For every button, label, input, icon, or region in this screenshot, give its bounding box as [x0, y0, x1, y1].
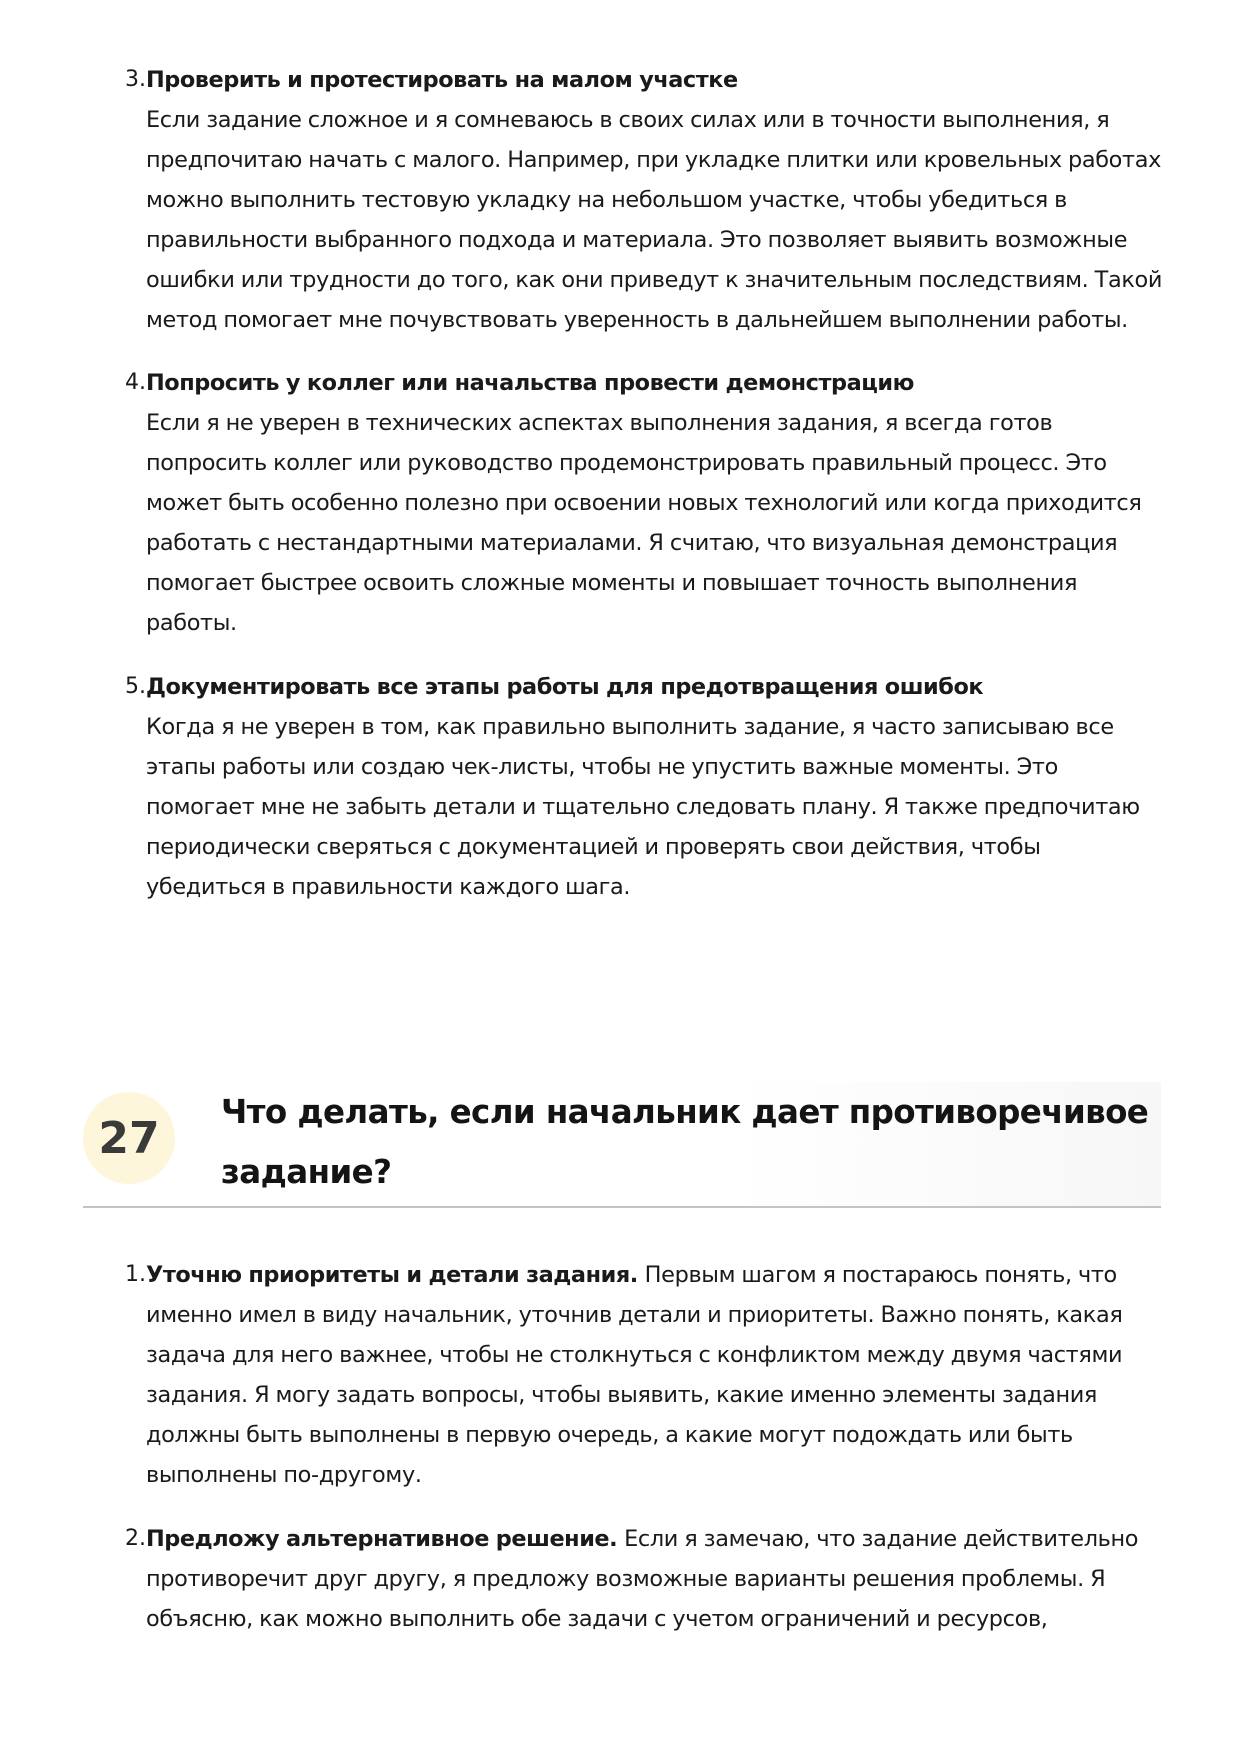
list-item [118, 60, 1164, 340]
list-item-title: Попросить у коллег или начальства провести демонстрацию [146, 370, 914, 396]
list-item [118, 1255, 1164, 1495]
list-item-number: 5. [125, 674, 146, 699]
list-item-number: 4. [125, 370, 146, 395]
list-item-text: Первым шагом я постараюсь понять, что именно имел в виду начальник, уточнив детали и приоритеты. Важно понять, какая задача для него важнее, чтобы не столкнуться с конфликтом между двумя частями задания. Я могу задать вопросы, чтобы выявить, какие именно элементы задания должны быть выполнены в первую очередь, а какие могут подождать или быть выполнены по-другому. [146, 1262, 1123, 1488]
list-item-number: 3. [125, 67, 146, 92]
list-item-title: Уточню приоритеты и детали задания. [146, 1262, 645, 1288]
list-item-text: Если я не уверен в технических аспектах выполнения задания, я всегда готов попросить коллег или руководство продемонстрировать правильный процесс. Это может быть особенно полезно при освоении новых технологий или когда приходится работать с нестандартными материалами. Я считаю, что визуальная демонстрация помогает быстрее освоить сложные моменты и повышает точность выполнения работы. [146, 410, 1142, 636]
list-item-text: Если задание сложное и я сомневаюсь в своих силах или в точности выполнения, я предпочитаю начать с малого. Например, при укладке плитки или кровельных работах можно выполнить тестовую укладку на небольшом участке, чтобы убедиться в правильности выбранного подхода и материала. Это позволяет выявить возможные ошибки или трудности до того, как они приведут к значительным последствиям. Такой метод помогает мне почувствовать уверенность в дальнейшем выполнении работы. [146, 107, 1163, 333]
list-item [118, 363, 1164, 643]
list-item [118, 1519, 1164, 1639]
list-item-title: Документировать все этапы работы для предотвращения ошибок [146, 674, 984, 700]
list-item-number: 1. [125, 1262, 146, 1287]
list-item-text: Если я замечаю, что задание действительно противоречит друг другу, я предложу возможные варианты решения проблемы. Я объясню, как можно выполнить обе задачи с учетом ограничений и ресурсов, [146, 1526, 1139, 1632]
list-item-title: Предложу альтернативное решение. [146, 1526, 625, 1552]
section-header [83, 1082, 1161, 1208]
list-item [118, 667, 1164, 907]
section-title: Что делать, если начальник дает противоречивое задание? [221, 1093, 1149, 1191]
section-divider [83, 1206, 1161, 1208]
list-item-text: Когда я не уверен в том, как правильно выполнить задание, я часто записываю все этапы работы или создаю чек-листы, чтобы не упустить важные моменты. Это помогает мне не забыть детали и тщательно следовать плану. Я также предпочитаю периодически сверяться с документацией и проверять свои действия, чтобы убедиться в правильности каждого шага. [146, 714, 1140, 900]
list-item-title: Проверить и протестировать на малом участке [146, 67, 738, 93]
list-item-number: 2. [125, 1526, 146, 1551]
section-number-badge: 27 [83, 1092, 175, 1184]
